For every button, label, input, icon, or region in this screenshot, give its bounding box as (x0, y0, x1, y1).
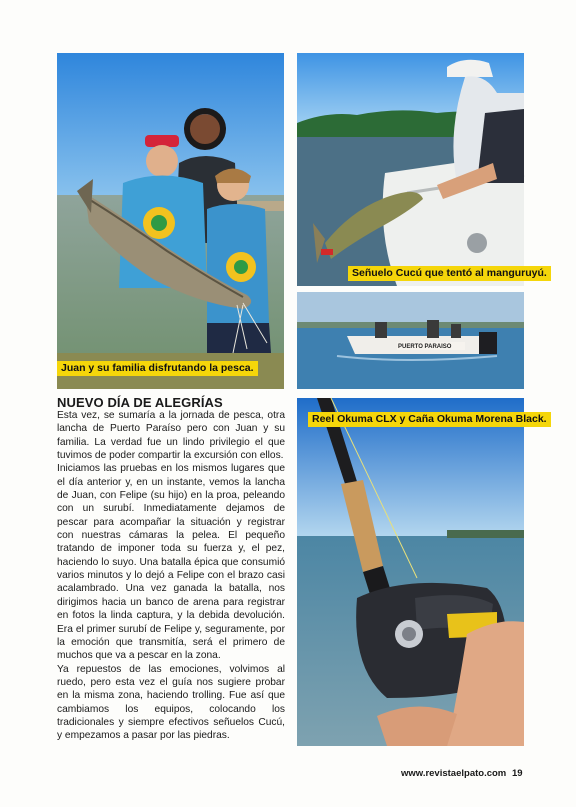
boat-photo (297, 292, 524, 389)
article-heading: NUEVO DÍA DE ALEGRÍAS (57, 395, 223, 410)
article-paragraph: Iniciamos las pruebas en los mismos lugares que el día anterior y, en un instante, vemos la lancha de Juan, con Felipe (su hijo) en la proa, peleando con un surubí. Inmediatamente dejamos de pescar para acompañar la situación y registrar con nuestras cámaras la pelea. El pequeño tratando de imponer toda su fuerza y, el pez, haciendo lo suyo. Una batalla épica que consumió varios minutos y lo dejó a Felipe con el brazo casi acalambrado. Una vez ganada la batalla, nos dirigimos hacia un banco de arena para registrar en fotos la linda captura, y la debida devolución. Era el primer surubí de Felipe y, seguramente, por la emoción que transmitía, será el primero de muchos que va a pescar en la zona. (57, 463, 285, 662)
family-catfish-photo (57, 53, 284, 389)
article-paragraph: Esta vez, se sumaría a la jornada de pesca, otra lancha de Puerto Paraíso pero con Juan y su familia. La verdad fue un lindo privilegio el que tuvimos de poder compartir la excursión con ellos. (57, 410, 285, 462)
lure-fish-photo (297, 53, 547, 286)
article-paragraph: Ya repuestos de las emociones, volvimos al ruedo, pero esta vez el guía nos sugiere probar en la misma zona, haciendo trolling. Fue así que cambiamos los equipos, colocando los tradicionales y siempre efectivos señuelos Cucú, y empezamos a pasar por las piedras. (57, 663, 285, 742)
footer-website-link[interactable]: www.revistaelpato.com (401, 768, 507, 779)
boat-hull-lettering: PUERTO PARAISO (398, 344, 452, 350)
reel-photo (297, 398, 547, 746)
page-number: 19 (512, 768, 523, 779)
reel-photo-caption: Reel Okuma CLX y Caña Okuma Morena Black. (308, 412, 551, 427)
family-photo-caption: Juan y su familia disfrutando la pesca. (57, 361, 258, 376)
article-body (57, 409, 285, 743)
lure-photo-caption: Señuelo Cucú que tentó al manguruyú. (348, 266, 551, 281)
